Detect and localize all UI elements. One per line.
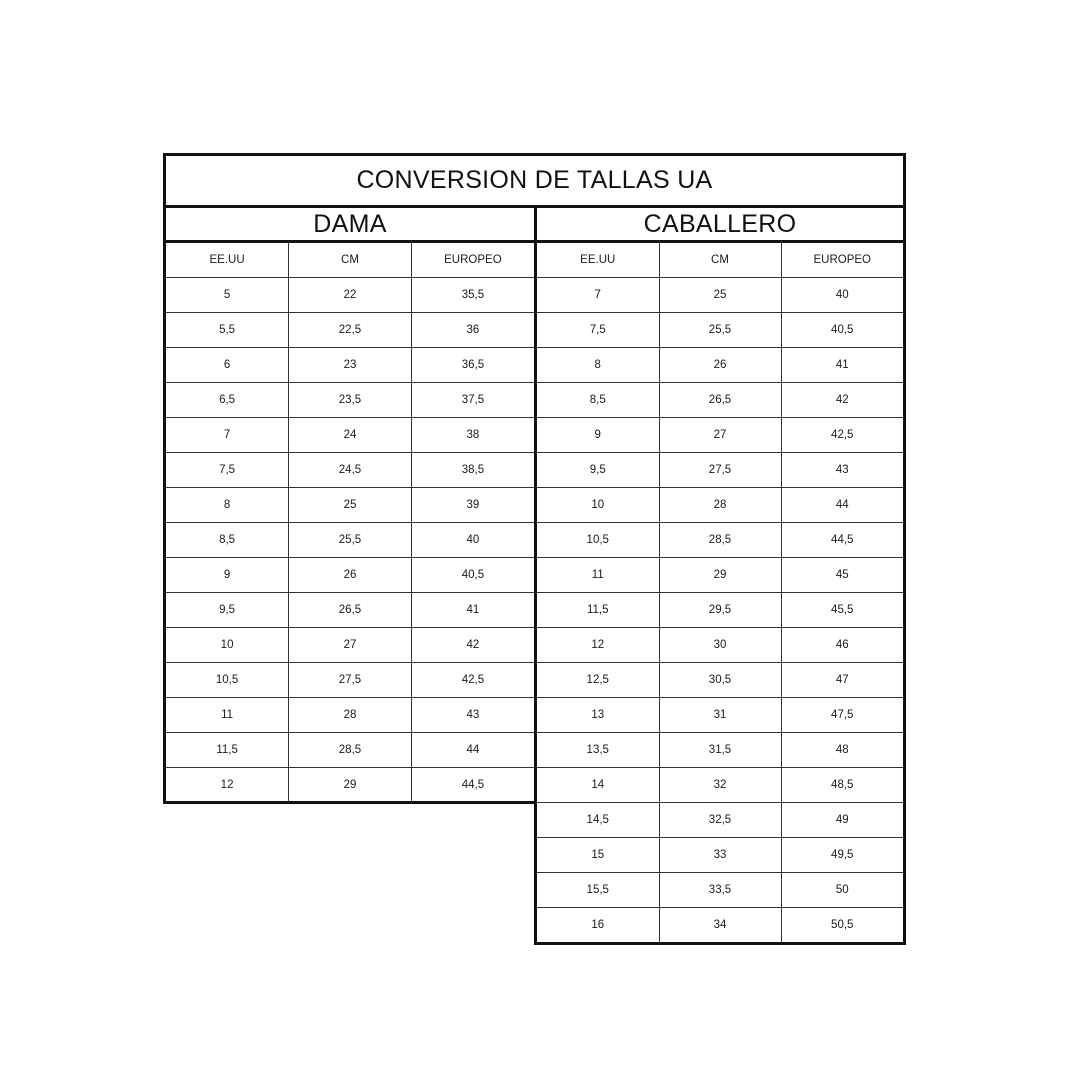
table-cell: 25,5 [289,523,412,558]
size-conversion-chart [163,153,906,945]
caballero-size-table [537,243,903,942]
table-cell: 9,5 [166,593,289,628]
table-row [537,488,903,523]
table-cell: 29,5 [659,593,781,628]
table-row [166,663,534,698]
table-cell: 41 [411,593,534,628]
table-cell: 9,5 [537,453,659,488]
table-cell: 26 [659,348,781,383]
table-cell: 24,5 [289,453,412,488]
dama-column-header-row [166,243,534,278]
table-cell: 44,5 [781,523,903,558]
table-cell: 44,5 [411,768,534,803]
table-cell: 27,5 [659,453,781,488]
table-cell: 32 [659,768,781,803]
table-row [166,383,534,418]
table-cell: 9 [537,418,659,453]
table-row [166,698,534,733]
table-cell: 38,5 [411,453,534,488]
table-cell: 22 [289,278,412,313]
table-cell: 42 [781,383,903,418]
table-row [537,523,903,558]
table-cell: 42 [411,628,534,663]
table-cell: 8 [166,488,289,523]
table-row [537,558,903,593]
table-cell: 27 [659,418,781,453]
table-cell: 36 [411,313,534,348]
table-cell: 27,5 [289,663,412,698]
table-cell: 5 [166,278,289,313]
table-row [537,453,903,488]
table-cell: 28 [659,488,781,523]
caballero-header: CABALLERO [534,205,906,243]
table-cell: 43 [411,698,534,733]
table-cell: 22,5 [289,313,412,348]
table-cell: 50 [781,873,903,908]
table-cell: 25 [659,278,781,313]
table-cell: 26,5 [289,593,412,628]
table-row [537,418,903,453]
table-cell: 28 [289,698,412,733]
table-row [166,523,534,558]
table-cell: 36,5 [411,348,534,383]
table-cell: 23,5 [289,383,412,418]
table-cell: 40 [781,278,903,313]
table-cell: 44 [781,488,903,523]
table-cell: 10,5 [166,663,289,698]
table-row [166,348,534,383]
column-header: EUROPEO [781,243,903,278]
table-row [166,313,534,348]
table-row [537,348,903,383]
table-cell: 6 [166,348,289,383]
column-header: EUROPEO [411,243,534,278]
table-cell: 48,5 [781,768,903,803]
table-cell: 30,5 [659,663,781,698]
table-row [537,628,903,663]
table-row [166,453,534,488]
dama-table-wrap [163,240,537,804]
table-cell: 26 [289,558,412,593]
table-cell: 50,5 [781,908,903,943]
table-cell: 40 [411,523,534,558]
table-cell: 13,5 [537,733,659,768]
table-cell: 43 [781,453,903,488]
table-row [166,418,534,453]
table-cell: 31 [659,698,781,733]
table-cell: 40,5 [781,313,903,348]
table-cell: 14,5 [537,803,659,838]
table-cell: 28,5 [659,523,781,558]
table-cell: 45 [781,558,903,593]
table-cell: 34 [659,908,781,943]
table-cell: 12 [537,628,659,663]
table-cell: 47,5 [781,698,903,733]
table-cell: 25,5 [659,313,781,348]
table-cell: 29 [289,768,412,803]
table-cell: 7,5 [166,453,289,488]
table-row [166,558,534,593]
table-cell: 8 [537,348,659,383]
chart-title: CONVERSION DE TALLAS UA [163,153,906,208]
table-row [537,838,903,873]
table-cell: 15 [537,838,659,873]
table-cell: 42,5 [411,663,534,698]
table-cell: 45,5 [781,593,903,628]
table-cell: 30 [659,628,781,663]
table-cell: 26,5 [659,383,781,418]
table-cell: 27 [289,628,412,663]
table-cell: 46 [781,628,903,663]
table-cell: 33 [659,838,781,873]
table-cell: 23 [289,348,412,383]
table-row [166,593,534,628]
table-cell: 13 [537,698,659,733]
table-cell: 15,5 [537,873,659,908]
table-cell: 40,5 [411,558,534,593]
table-cell: 7 [166,418,289,453]
table-cell: 6,5 [166,383,289,418]
dama-header: DAMA [163,205,537,243]
table-row [537,663,903,698]
table-row [537,698,903,733]
table-cell: 12 [166,768,289,803]
table-cell: 11,5 [537,593,659,628]
table-cell: 8,5 [537,383,659,418]
table-row [537,278,903,313]
table-cell: 49,5 [781,838,903,873]
table-cell: 12,5 [537,663,659,698]
table-row [537,803,903,838]
table-cell: 47 [781,663,903,698]
table-cell: 11,5 [166,733,289,768]
table-row [166,488,534,523]
table-cell: 44 [411,733,534,768]
table-cell: 5,5 [166,313,289,348]
column-header: CM [659,243,781,278]
table-cell: 24 [289,418,412,453]
table-row [537,593,903,628]
table-row [166,628,534,663]
table-cell: 11 [166,698,289,733]
table-cell: 14 [537,768,659,803]
table-row [166,278,534,313]
table-row [537,768,903,803]
table-cell: 25 [289,488,412,523]
table-row [537,313,903,348]
table-row [166,768,534,803]
table-cell: 29 [659,558,781,593]
table-cell: 8,5 [166,523,289,558]
table-cell: 10 [166,628,289,663]
table-cell: 39 [411,488,534,523]
dama-size-table [166,243,534,802]
table-cell: 10 [537,488,659,523]
table-cell: 35,5 [411,278,534,313]
table-row [537,383,903,418]
table-cell: 7,5 [537,313,659,348]
table-row [537,873,903,908]
column-header: EE.UU [537,243,659,278]
table-row [537,908,903,943]
table-cell: 37,5 [411,383,534,418]
table-row [166,733,534,768]
column-header: EE.UU [166,243,289,278]
table-row [537,733,903,768]
table-cell: 10,5 [537,523,659,558]
column-header: CM [289,243,412,278]
table-cell: 11 [537,558,659,593]
table-cell: 9 [166,558,289,593]
table-cell: 16 [537,908,659,943]
table-cell: 48 [781,733,903,768]
table-cell: 28,5 [289,733,412,768]
table-cell: 41 [781,348,903,383]
table-cell: 31,5 [659,733,781,768]
table-cell: 33,5 [659,873,781,908]
caballero-table-wrap [534,240,906,945]
table-cell: 38 [411,418,534,453]
table-cell: 49 [781,803,903,838]
caballero-column-header-row [537,243,903,278]
table-cell: 42,5 [781,418,903,453]
table-cell: 32,5 [659,803,781,838]
table-cell: 7 [537,278,659,313]
